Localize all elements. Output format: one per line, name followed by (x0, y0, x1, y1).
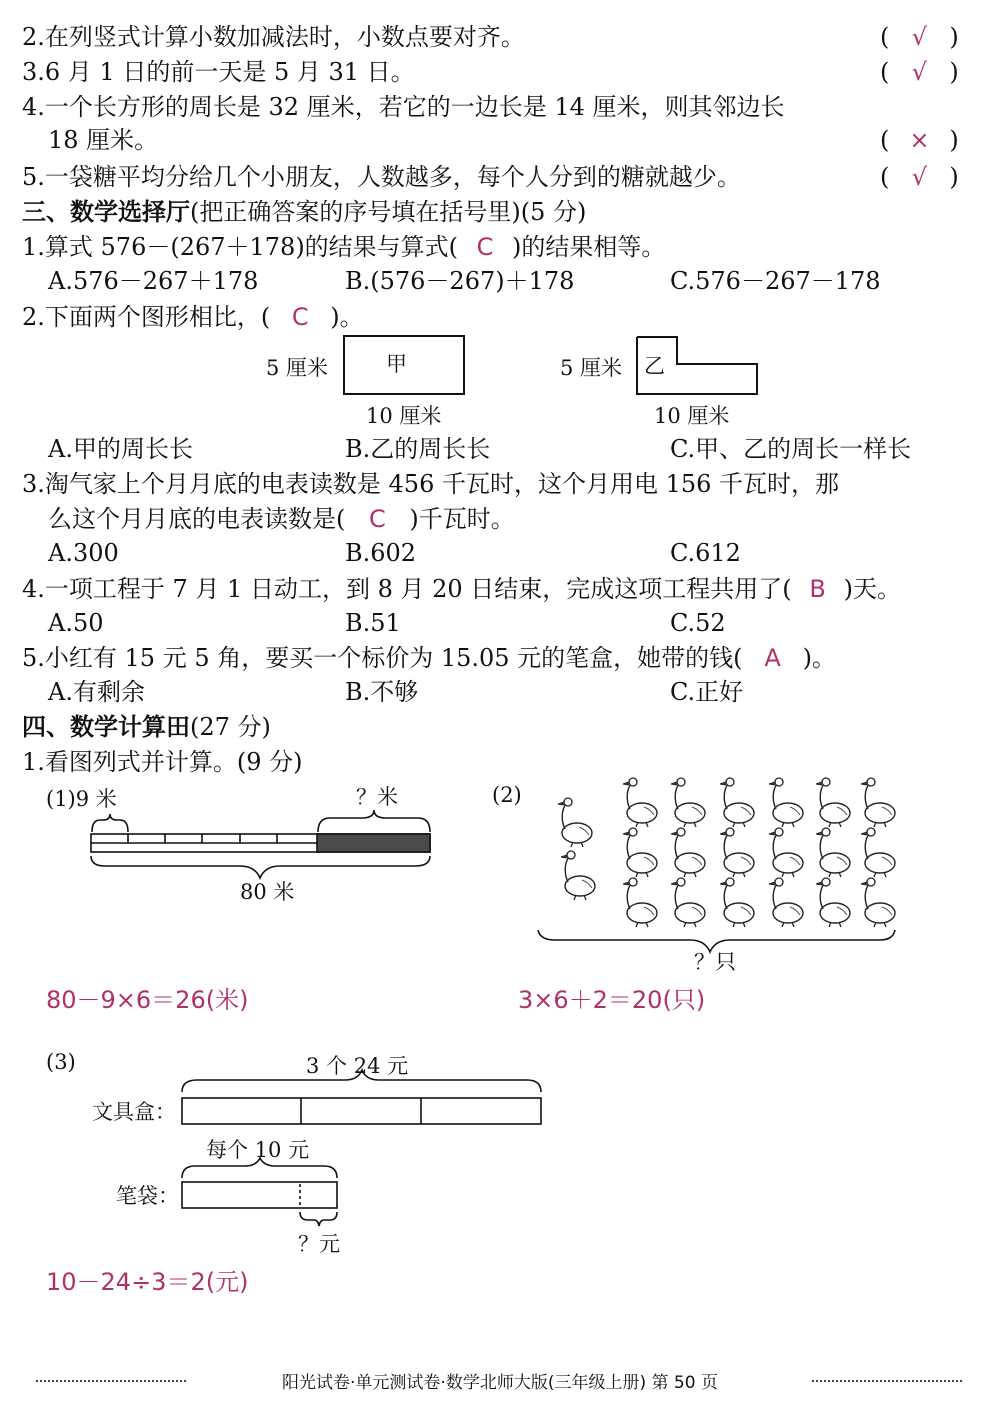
unknown-label: ？元 (298, 1232, 340, 1256)
option-c: C.52 (670, 609, 726, 637)
judge-item-3: 3.6 月 1 日的前一天是 5 月 31 日。 (22, 58, 415, 86)
judge-item-4-cont: 18 厘米。 (48, 126, 159, 154)
option-a: A.有剩余 (48, 678, 145, 706)
answer-paren: ( √ ) (880, 23, 959, 51)
choice-q1: 1.算式 576－(267＋178)的结果与算式( C )的结果相等。 (22, 233, 666, 261)
answer-text: C (368, 505, 386, 533)
option-c: C.甲、乙的周长一样长 (670, 435, 912, 463)
calc-q1-title: 1.看图列式并计算。(9 分) (22, 748, 303, 776)
segment-label: 9 米 (75, 787, 117, 811)
answer-equation: 80－9×6＝26(米) (46, 986, 249, 1014)
section-score: (27 分) (190, 713, 271, 741)
each-price-label: 每个 10 元 (206, 1138, 310, 1162)
answer-equation: 3×6＋2＝20(只) (518, 986, 706, 1014)
option-c: C.612 (670, 539, 741, 567)
answer-text: A (764, 644, 781, 672)
row-label-pencil-case: 笔袋： (116, 1184, 179, 1208)
unknown-label: ？米 (356, 785, 398, 809)
fig-b-side-label: 5 厘米 (560, 356, 623, 380)
unknown-label: ？只 (694, 950, 736, 974)
answer-text: C (291, 303, 309, 331)
total-label: 80 米 (240, 880, 295, 904)
fig-b-name: 乙 (644, 354, 665, 378)
judge-item-4: 4.一个长方形的周长是 32 厘米，若它的一边长是 14 厘米，则其邻边长 (22, 93, 785, 121)
row-label-pencil-box: 文具盒： (92, 1100, 176, 1124)
option-b: B.602 (345, 539, 417, 567)
section-note: (把正确答案的序号填在括号里)(5 分) (190, 198, 587, 226)
fig-a-side-label: 5 厘米 (266, 356, 329, 380)
fig-a-bottom-label: 10 厘米 (366, 404, 442, 428)
section-title: 四、数学计算田 (22, 712, 190, 741)
judge-item-2: 2.在列竖式计算小数加减法时，小数点要对齐。 (22, 23, 525, 51)
option-c: C.576－267－178 (670, 267, 881, 295)
answer-paren: ( × ) (880, 126, 959, 154)
check-mark: √ (911, 23, 928, 51)
check-mark: √ (911, 58, 928, 86)
section-title: 三、数学选择厅 (22, 197, 190, 226)
choice-q4: 4.一项工程于 7 月 1 日动工，到 8 月 20 日结束，完成这项工程共用了( B )天。 (22, 575, 902, 603)
answer-paren: ( √ ) (880, 163, 959, 191)
problem-2-label: (2) (492, 783, 522, 807)
option-a: A.甲的周长长 (48, 435, 193, 463)
option-b: B.51 (345, 609, 401, 637)
answer-paren: ( √ ) (880, 58, 959, 86)
option-a: A.576－267＋178 (48, 267, 259, 295)
choice-q2: 2.下面两个图形相比，( C )。 (22, 303, 364, 331)
answer-equation: 10－24÷3＝2(元) (46, 1268, 249, 1296)
page-footer: 阳光试卷·单元测试卷·数学北师大版(三年级上册) 第 50 页 (282, 1373, 718, 1393)
choice-q3: 3.淘气家上个月月底的电表读数是 456 千瓦时，这个月用电 156 千瓦时，那 (22, 470, 840, 498)
option-b: B.不够 (345, 678, 419, 706)
judge-item-5: 5.一袋糖平均分给几个小朋友，人数越多，每个人分到的糖就越少。 (22, 163, 741, 191)
problem-1-label: (1)9 米 (46, 787, 117, 811)
option-a: A.300 (48, 539, 119, 567)
top-total-label: 3 个 24 元 (306, 1054, 409, 1078)
option-c: C.正好 (670, 678, 744, 706)
option-b: B.乙的周长长 (345, 435, 491, 463)
choice-q5: 5.小红有 15 元 5 角，要买一个标价为 15.05 元的笔盒，她带的钱( A )。 (22, 644, 836, 672)
option-b: B.(576－267)＋178 (345, 267, 575, 295)
option-a: A.50 (48, 609, 104, 637)
cross-mark: × (909, 126, 930, 154)
problem-3-label: (3) (46, 1050, 76, 1074)
check-mark: √ (911, 163, 928, 191)
answer-text: B (809, 575, 826, 603)
fig-a-name: 甲 (386, 352, 407, 376)
fig-b-bottom-label: 10 厘米 (654, 404, 730, 428)
choice-q3-cont: 么这个月月底的电表读数是( C )千瓦时。 (48, 505, 515, 533)
answer-text: C (476, 233, 494, 261)
